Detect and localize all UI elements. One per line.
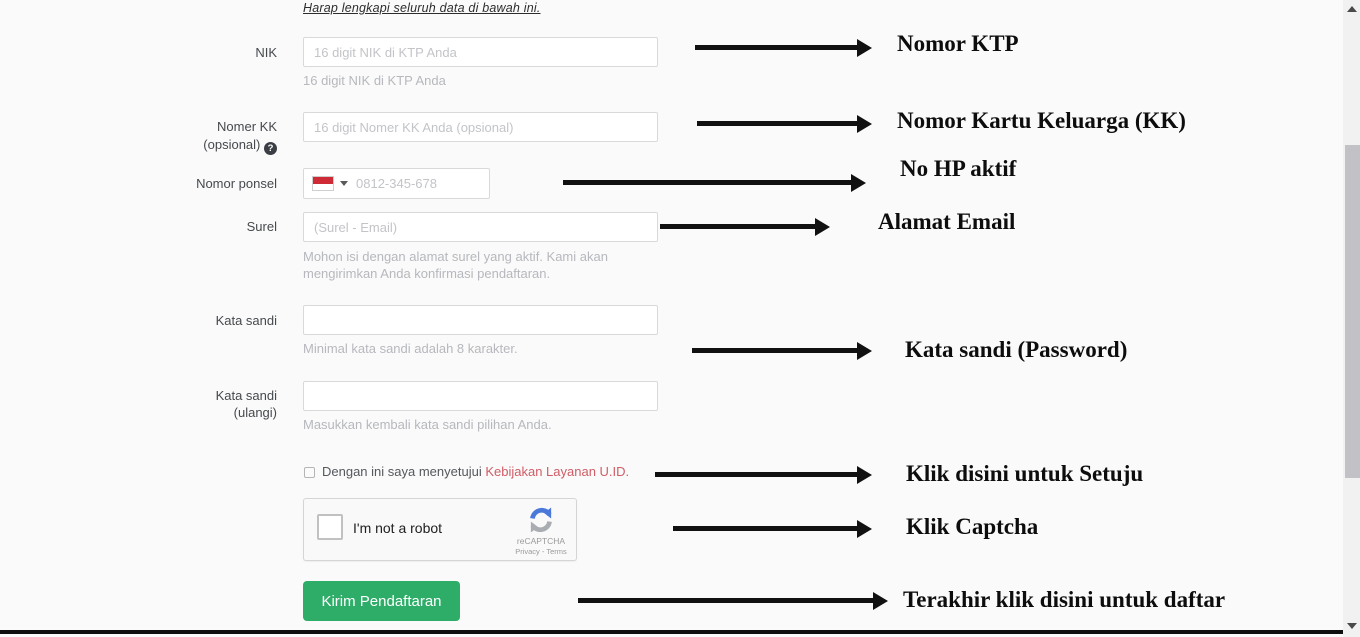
- submit-button[interactable]: Kirim Pendaftaran: [303, 581, 460, 621]
- scrollbar-up-arrow-icon[interactable]: [1347, 6, 1357, 12]
- kk-label-line2: (opsional) ?: [97, 137, 277, 155]
- annotation-phone: No HP aktif: [900, 156, 1017, 181]
- form-instruction-note: Harap lengkapi seluruh data di bawah ini.: [303, 1, 541, 15]
- arrow-to-kk: [697, 121, 857, 126]
- scrollbar-thumb[interactable]: [1345, 145, 1360, 478]
- email-label: Surel: [246, 219, 277, 234]
- scrollbar-down-arrow-icon[interactable]: [1347, 623, 1357, 629]
- chevron-down-icon[interactable]: [340, 181, 348, 186]
- password-repeat-label-line1: Kata sandi: [215, 388, 277, 403]
- question-mark-icon[interactable]: ?: [264, 142, 277, 155]
- phone-label: Nomor ponsel: [196, 176, 277, 191]
- nik-input[interactable]: [303, 37, 658, 67]
- annotation-captcha: Klik Captcha: [906, 514, 1039, 539]
- password-repeat-input[interactable]: [303, 381, 658, 411]
- annotation-password: Kata sandi (Password): [905, 337, 1128, 362]
- nik-helper-text: 16 digit NIK di KTP Anda: [303, 73, 446, 88]
- password-helper-text: Minimal kata sandi adalah 8 karakter.: [303, 341, 518, 356]
- arrow-to-nik: [695, 45, 857, 50]
- email-helper-text: Mohon isi dengan alamat surel yang aktif. Kami akan mengirimkan Anda konfirmasi pendaftaran.: [303, 249, 608, 281]
- window-bottom-edge: [0, 630, 1343, 634]
- password-repeat-label-line2: (ulangi): [233, 405, 277, 420]
- recaptcha-checkbox[interactable]: [317, 514, 343, 540]
- arrow-to-captcha: [673, 526, 857, 531]
- recaptcha-brand-text: reCAPTCHA: [516, 536, 566, 546]
- arrow-to-submit: [578, 598, 873, 603]
- kk-label-line1: Nomer KK: [217, 119, 277, 134]
- password-input[interactable]: [303, 305, 658, 335]
- nik-label: NIK: [255, 45, 277, 60]
- phone-field: [303, 168, 490, 199]
- kk-input[interactable]: [303, 112, 658, 142]
- annotation-nik: Nomor KTP: [897, 31, 1019, 56]
- arrow-to-agreement: [655, 472, 857, 477]
- password-label: Kata sandi: [215, 313, 277, 328]
- annotation-agreement: Klik disini untuk Setuju: [906, 461, 1144, 486]
- recaptcha-privacy-terms-links[interactable]: Privacy - Terms: [515, 547, 567, 556]
- email-input[interactable]: [303, 212, 658, 242]
- password-repeat-helper-text: Masukkan kembali kata sandi pilihan Anda.: [303, 417, 552, 432]
- agreement-text: Dengan ini saya menyetujui Kebijakan Layanan U.ID.: [322, 464, 630, 479]
- arrow-to-password: [692, 348, 857, 353]
- agreement-checkbox[interactable]: [304, 467, 315, 478]
- arrow-to-email: [660, 224, 815, 229]
- arrow-to-phone: [563, 180, 851, 185]
- agreement-row: [303, 464, 629, 479]
- recaptcha-widget: [303, 498, 577, 561]
- annotation-submit: Terakhir klik disini untuk daftar: [903, 587, 1226, 612]
- phone-input[interactable]: [356, 176, 476, 191]
- annotation-email: Alamat Email: [878, 209, 1016, 234]
- indonesia-flag-icon: [312, 176, 334, 191]
- recaptcha-logo-icon: [526, 506, 556, 534]
- annotation-kk: Nomor Kartu Keluarga (KK): [897, 108, 1186, 133]
- recaptcha-label: I'm not a robot: [353, 520, 443, 536]
- terms-link[interactable]: Kebijakan Layanan U.ID.: [485, 464, 630, 479]
